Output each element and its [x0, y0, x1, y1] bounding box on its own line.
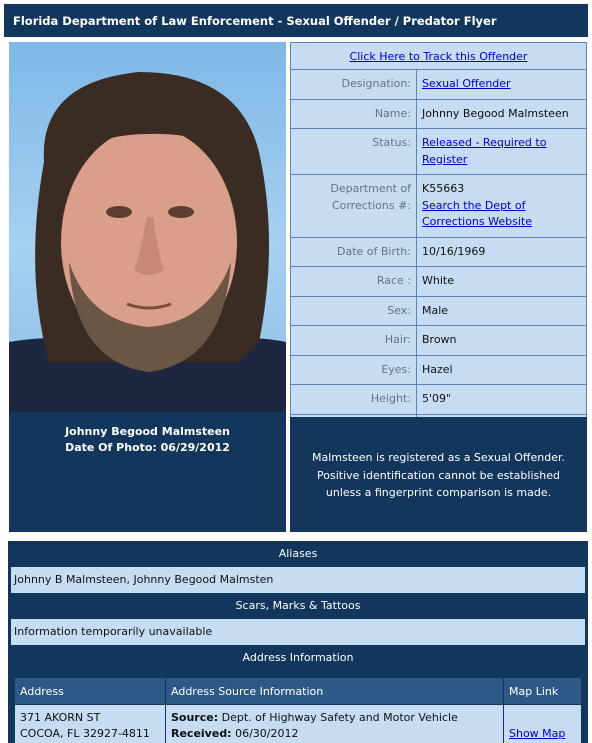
hair-row	[291, 325, 586, 355]
scars-heading: Scars, Marks & Tattoos	[235, 599, 361, 612]
address-cell	[15, 705, 166, 743]
address-row	[15, 705, 582, 743]
show-map-link[interactable]: Show Map	[509, 727, 566, 740]
received-line	[171, 726, 498, 742]
height-label: Height:	[291, 385, 417, 414]
doc-number-value	[417, 175, 586, 237]
address-line2: COCOA, FL 32927-4811	[20, 727, 150, 740]
page-title: Florida Department of Law Enforcement - Sexual Offender / Predator Flyer	[13, 14, 497, 28]
height-row	[291, 384, 586, 414]
photo-panel	[9, 42, 286, 532]
doc-number-row	[291, 174, 586, 237]
aliases-heading: Aliases	[278, 547, 318, 560]
designation-value[interactable]: Sexual Offender	[422, 77, 511, 90]
aliases-value: Johnny B Malmsteen, Johnny Begood Malmsten	[11, 567, 585, 593]
dob-label: Date of Birth:	[291, 238, 417, 267]
sex-row	[291, 296, 586, 326]
eyes-value: Hazel	[422, 362, 453, 376]
dob-value: 10/16/1969	[422, 244, 486, 258]
received-value: 06/30/2012	[235, 727, 299, 740]
eyes-row	[291, 355, 586, 385]
source-cell	[166, 705, 504, 743]
race-label: Race :	[291, 267, 417, 296]
offender-photo	[9, 42, 286, 412]
track-offender-link[interactable]: Click Here to Track this Offender	[349, 50, 528, 63]
map-column-header: Map Link	[504, 678, 582, 705]
source-value: Dept. of Highway Safety and Motor Vehicle	[221, 711, 458, 724]
race-row	[291, 266, 586, 296]
offender-details-table	[290, 42, 587, 444]
scars-value: Information temporarily unavailable	[11, 619, 585, 645]
sex-value: Male	[422, 303, 449, 317]
status-value[interactable]: Released - Required to Register	[422, 136, 547, 166]
name-value: Johnny Begood Malmsteen	[422, 106, 569, 120]
eyes-label: Eyes:	[291, 356, 417, 385]
status-row	[291, 128, 586, 174]
additional-info-panel	[8, 541, 588, 743]
identification-notice	[290, 417, 587, 532]
track-row	[291, 43, 586, 69]
photo-date: Date Of Photo: 06/29/2012	[65, 441, 230, 454]
received-label: Received:	[171, 727, 232, 740]
hair-value: Brown	[422, 333, 457, 346]
name-label: Name:	[291, 100, 417, 129]
status-label: Status:	[291, 129, 417, 174]
notice-text: Malmsteen is registered as a Sexual Offender. Positive identification cannot be established unless a fingerprint comparison is made.	[311, 451, 566, 499]
map-cell	[504, 705, 582, 743]
photo-name: Johnny Begood Malmsteen	[65, 425, 230, 438]
address-line1: 371 AKORN ST	[20, 711, 101, 724]
dob-row	[291, 237, 586, 267]
race-value: White	[422, 274, 454, 287]
name-row	[291, 99, 586, 129]
height-value: 5'09"	[422, 392, 452, 405]
address-header-row	[15, 678, 582, 705]
page-title-bar	[4, 4, 588, 37]
hair-label: Hair:	[291, 326, 417, 355]
address-table	[14, 677, 582, 743]
search-doc-link[interactable]: Search the Dept of Corrections Website	[422, 198, 532, 228]
source-label: Source:	[171, 711, 219, 724]
designation-row	[291, 69, 586, 99]
source-column-header: Address Source Information	[166, 678, 504, 705]
doc-number: K55663	[422, 182, 465, 195]
sex-label: Sex:	[291, 297, 417, 326]
address-column-header: Address	[15, 678, 166, 705]
address-heading: Address Information	[242, 651, 354, 664]
photo-caption	[9, 424, 286, 456]
designation-label: Designation:	[291, 70, 417, 99]
doc-number-label: Department of Corrections #:	[291, 175, 417, 237]
source-line	[171, 710, 498, 726]
